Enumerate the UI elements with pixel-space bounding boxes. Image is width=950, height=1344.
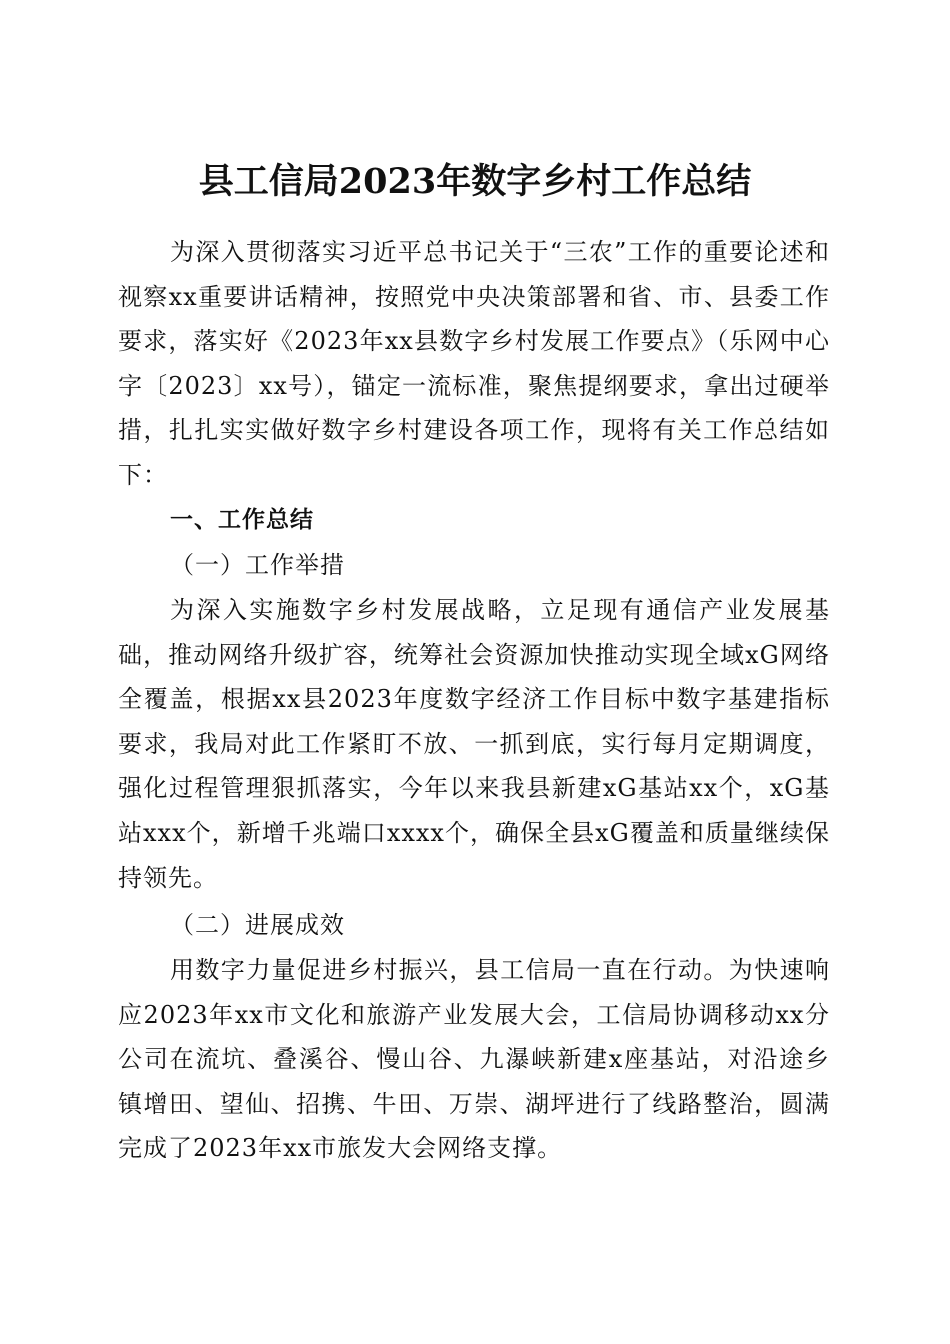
subsection-heading-progress-results: （二）进展成效 (170, 911, 345, 939)
section-heading-work-summary: 一、工作总结 (170, 507, 314, 533)
subsection-heading-work-measures: （一）工作举措 (170, 551, 345, 579)
work-measures-paragraph: 为深入实施数字乡村发展战略，立足现有通信产业发展基础，推动网络升级扩容，统筹社会资源加快推动实现全域xG网络全覆盖，根据xx县2023年度数字经济工作目标中数字基建指标要求，我局对此工作紧盯不放、一抓到底，实行每月定期调度，强化过程管理狠抓落实，今年以来我县新建xG基站xx个，xG基站xxx个，新增千兆端口xxxx个，确保全县xG覆盖和质量继续保持领先。 (118, 596, 830, 892)
progress-results-paragraph: 用数字力量促进乡村振兴，县工信局一直在行动。为快速响应2023年xx市文化和旅游产业发展大会，工信局协调移动xx分公司在流坑、叠溪谷、慢山谷、九瀑峡新建x座基站，对沿途乡镇增田、望仙、招携、牛田、万崇、湖坪进行了线路整治，圆满完成了2023年xx市旅发大会网络支撑。 (118, 956, 830, 1163)
document-title: 县工信局2023年数字乡村工作总结 (198, 161, 752, 203)
intro-paragraph: 为深入贯彻落实习近平总书记关于“三农”工作的重要论述和视察xx重要讲话精神，按照党中央决策部署和省、市、县委工作要求，落实好《2023年xx县数字乡村发展工作要点》（乐网中心字〔2023〕xx号），锚定一流标准，聚焦提纲要求，拿出过硬举措，扎扎实实做好数字乡村建设各项工作，现将有关工作总结如下： (118, 238, 830, 489)
